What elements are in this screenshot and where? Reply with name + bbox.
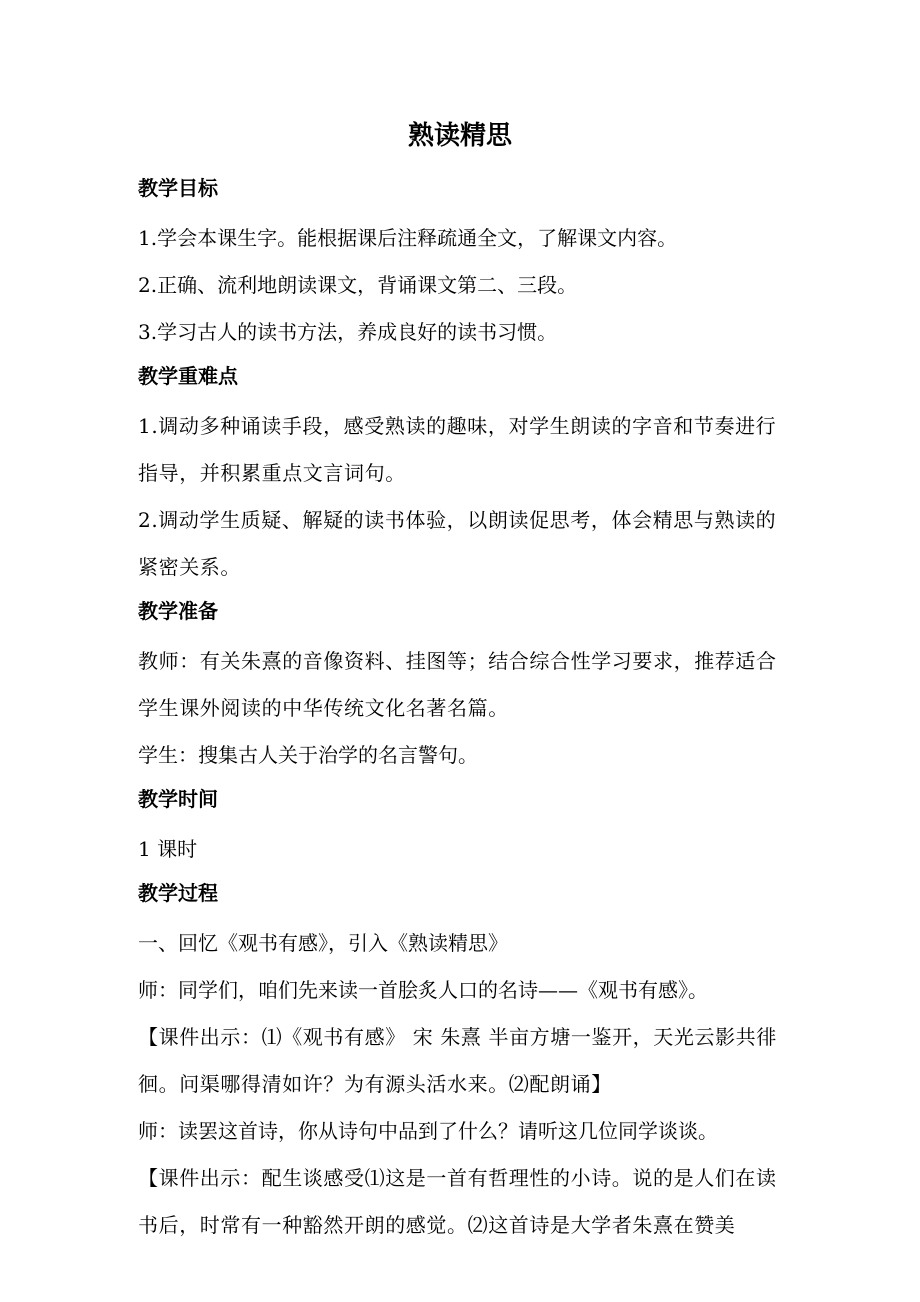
preparation-item: 教师：有关朱熹的音像资料、挂图等；结合综合性学习要求，推荐适合学生课外阅读的中华传统文化名著名篇。 (138, 649, 777, 720)
section-heading-preparation: 教学准备 (138, 599, 218, 623)
key-point-item: 2.调动学生质疑、解疑的读书体验，以朗读促思考，体会精思与熟读的紧密关系。 (138, 508, 777, 579)
process-item: 师：读罢这首诗，你从诗句中品到了什么？请听这几位同学谈谈。 (138, 1119, 718, 1143)
process-item: 【课件出示：⑴《观书有感》 宋 朱熹 半亩方塘一鉴开，天光云影共徘徊。问渠哪得清如许？为有源头活水来。⑵配朗诵】 (138, 1025, 777, 1096)
preparation-item: 学生：搜集古人关于治学的名言警句。 (138, 743, 478, 767)
time-item: 1 课时 (138, 837, 198, 861)
process-item: 一、回忆《观书有感》，引入《熟读精思》 (138, 931, 508, 955)
section-heading-process: 教学过程 (138, 881, 218, 905)
section-heading-objectives: 教学目标 (138, 176, 218, 200)
key-point-item: 1.调动多种诵读手段，感受熟读的趣味，对学生朗读的字音和节奏进行指导，并积累重点文言词句。 (138, 414, 777, 485)
section-heading-key-points: 教学重难点 (138, 364, 238, 388)
process-item: 师：同学们，咱们先来读一首脍炙人口的名诗——《观书有感》。 (138, 978, 708, 1002)
objective-item: 3.学习古人的读书方法，养成良好的读书习惯。 (138, 320, 558, 344)
process-item: 【课件出示：配生谈感受⑴这是一首有哲理性的小诗。说的是人们在读书后，时常有一种豁然开朗的感觉。⑵这首诗是大学者朱熹在赞美 (138, 1166, 777, 1237)
objective-item: 1.学会本课生字。能根据课后注释疏通全文，了解课文内容。 (138, 226, 678, 250)
objective-item: 2.正确、流利地朗读课文，背诵课文第二、三段。 (138, 273, 578, 297)
section-heading-time: 教学时间 (138, 787, 218, 811)
document-body (138, 168, 786, 1249)
page-title: 熟读精思 (407, 121, 512, 151)
